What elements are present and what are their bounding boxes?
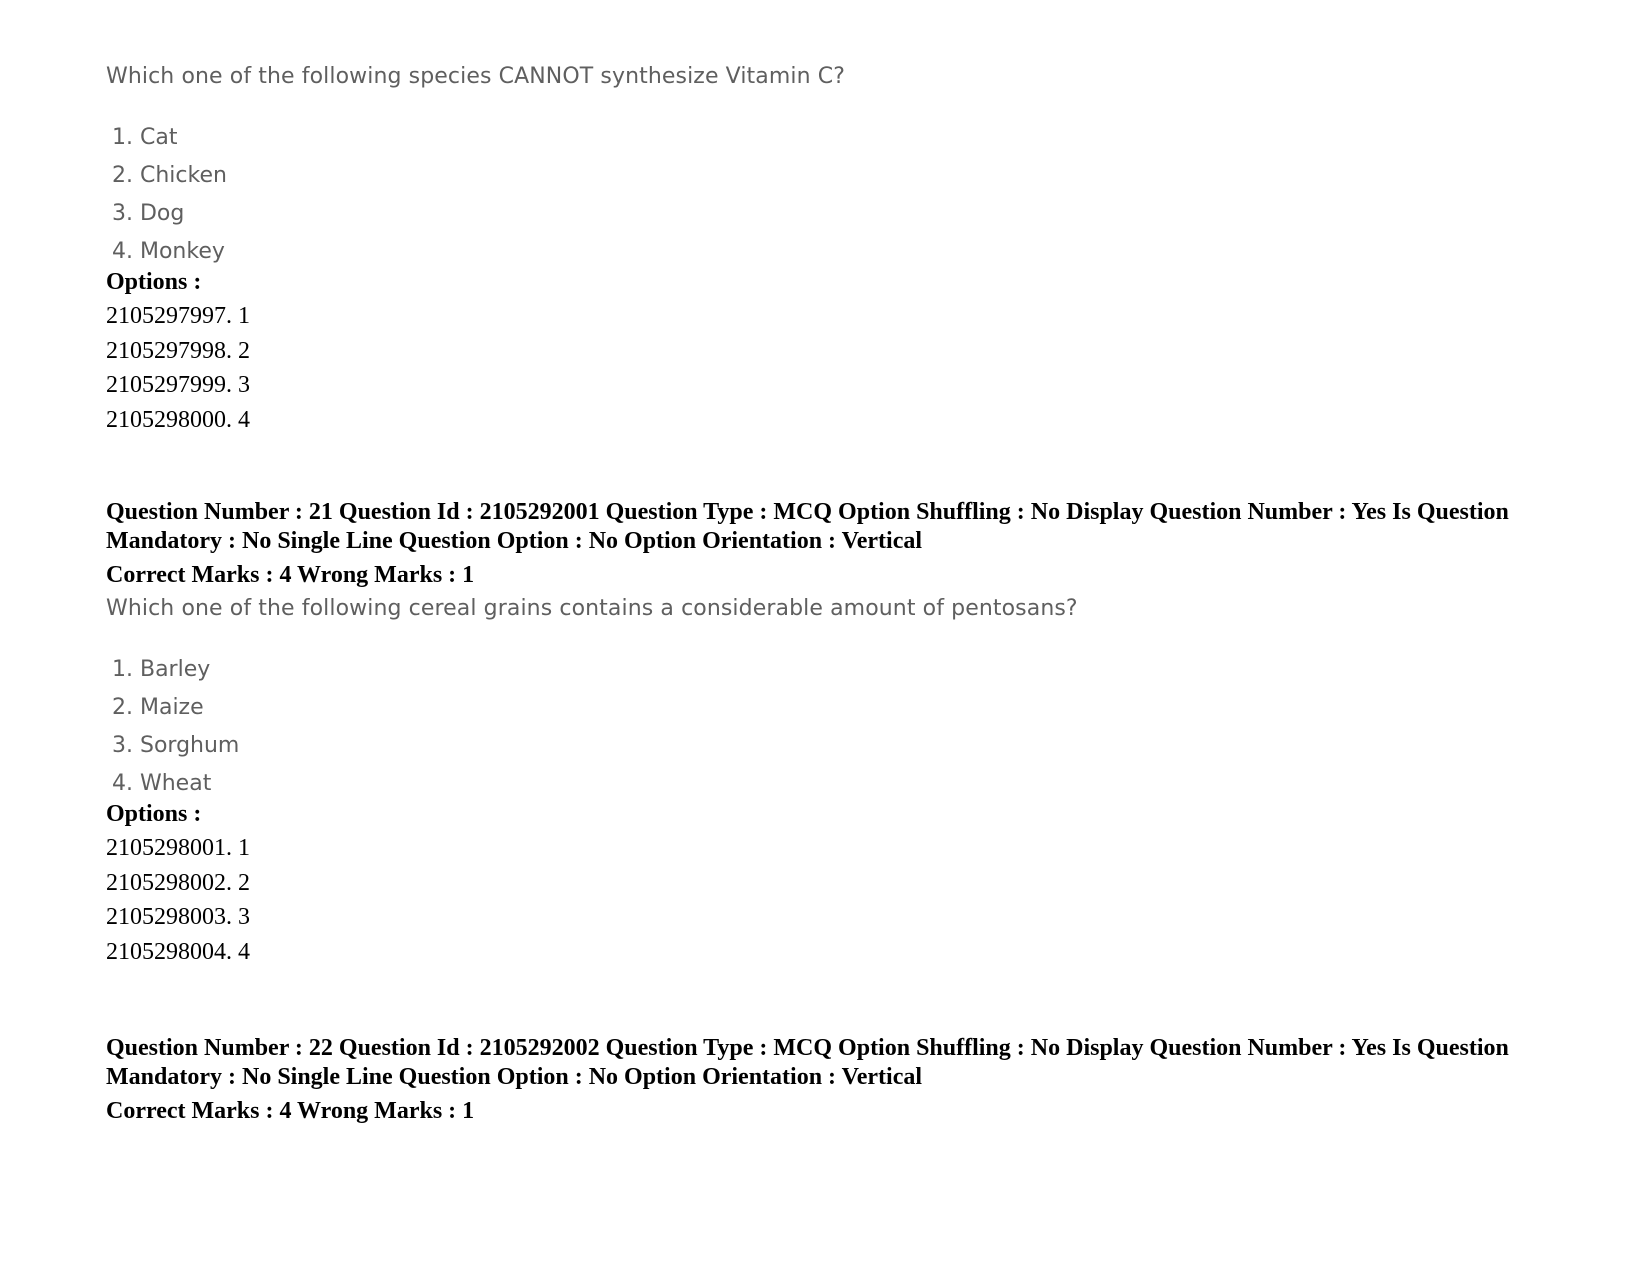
question-meta: Question Number : 21 Question Id : 2105292001 Question Type : MCQ Option Shuffling : No Display Question Number : Yes Is Question Mandatory : No Single Line Question Option : No Option Orientation : Vertical xyxy=(106,499,1509,554)
option-row: 2105298004. 4 xyxy=(106,938,250,965)
question-block-22 xyxy=(106,1034,1586,1126)
options-label: Options : xyxy=(106,269,202,295)
option-row: 2105298002. 2 xyxy=(106,869,250,896)
choice-item: 4. Monkey xyxy=(112,239,225,264)
option-row: 2105298001. 1 xyxy=(106,835,250,861)
choice-item: 1. Cat xyxy=(112,125,178,150)
question-block-20 xyxy=(106,62,1586,437)
choice-list xyxy=(106,651,1586,803)
question-text: Which one of the following cereal grains contains a considerable amount of pentosans? xyxy=(106,596,1078,621)
option-row: 2105297997. 1 xyxy=(106,303,250,329)
choice-item: 3. Dog xyxy=(112,201,185,226)
choice-item: 1. Barley xyxy=(112,657,211,682)
question-meta: Question Number : 22 Question Id : 2105292002 Question Type : MCQ Option Shuffling : No Display Question Number : Yes Is Question Mandatory : No Single Line Question Option : No Option Orientation : Vertical xyxy=(106,1035,1509,1090)
option-row: 2105297999. 3 xyxy=(106,372,250,398)
question-block-21 xyxy=(106,498,1586,969)
choice-item: 3. Sorghum xyxy=(112,733,240,758)
option-row: 2105297998. 2 xyxy=(106,337,250,364)
option-row: 2105298000. 4 xyxy=(106,406,250,433)
choice-item: 4. Wheat xyxy=(112,771,212,796)
marks-info: Correct Marks : 4 Wrong Marks : 1 xyxy=(106,562,475,588)
options-label: Options : xyxy=(106,801,202,827)
choice-list xyxy=(106,119,1586,271)
choice-item: 2. Maize xyxy=(112,695,204,720)
marks-info: Correct Marks : 4 Wrong Marks : 1 xyxy=(106,1098,475,1124)
question-text: Which one of the following species CANNOT synthesize Vitamin C? xyxy=(106,64,845,89)
option-row: 2105298003. 3 xyxy=(106,904,250,930)
choice-item: 2. Chicken xyxy=(112,163,227,188)
